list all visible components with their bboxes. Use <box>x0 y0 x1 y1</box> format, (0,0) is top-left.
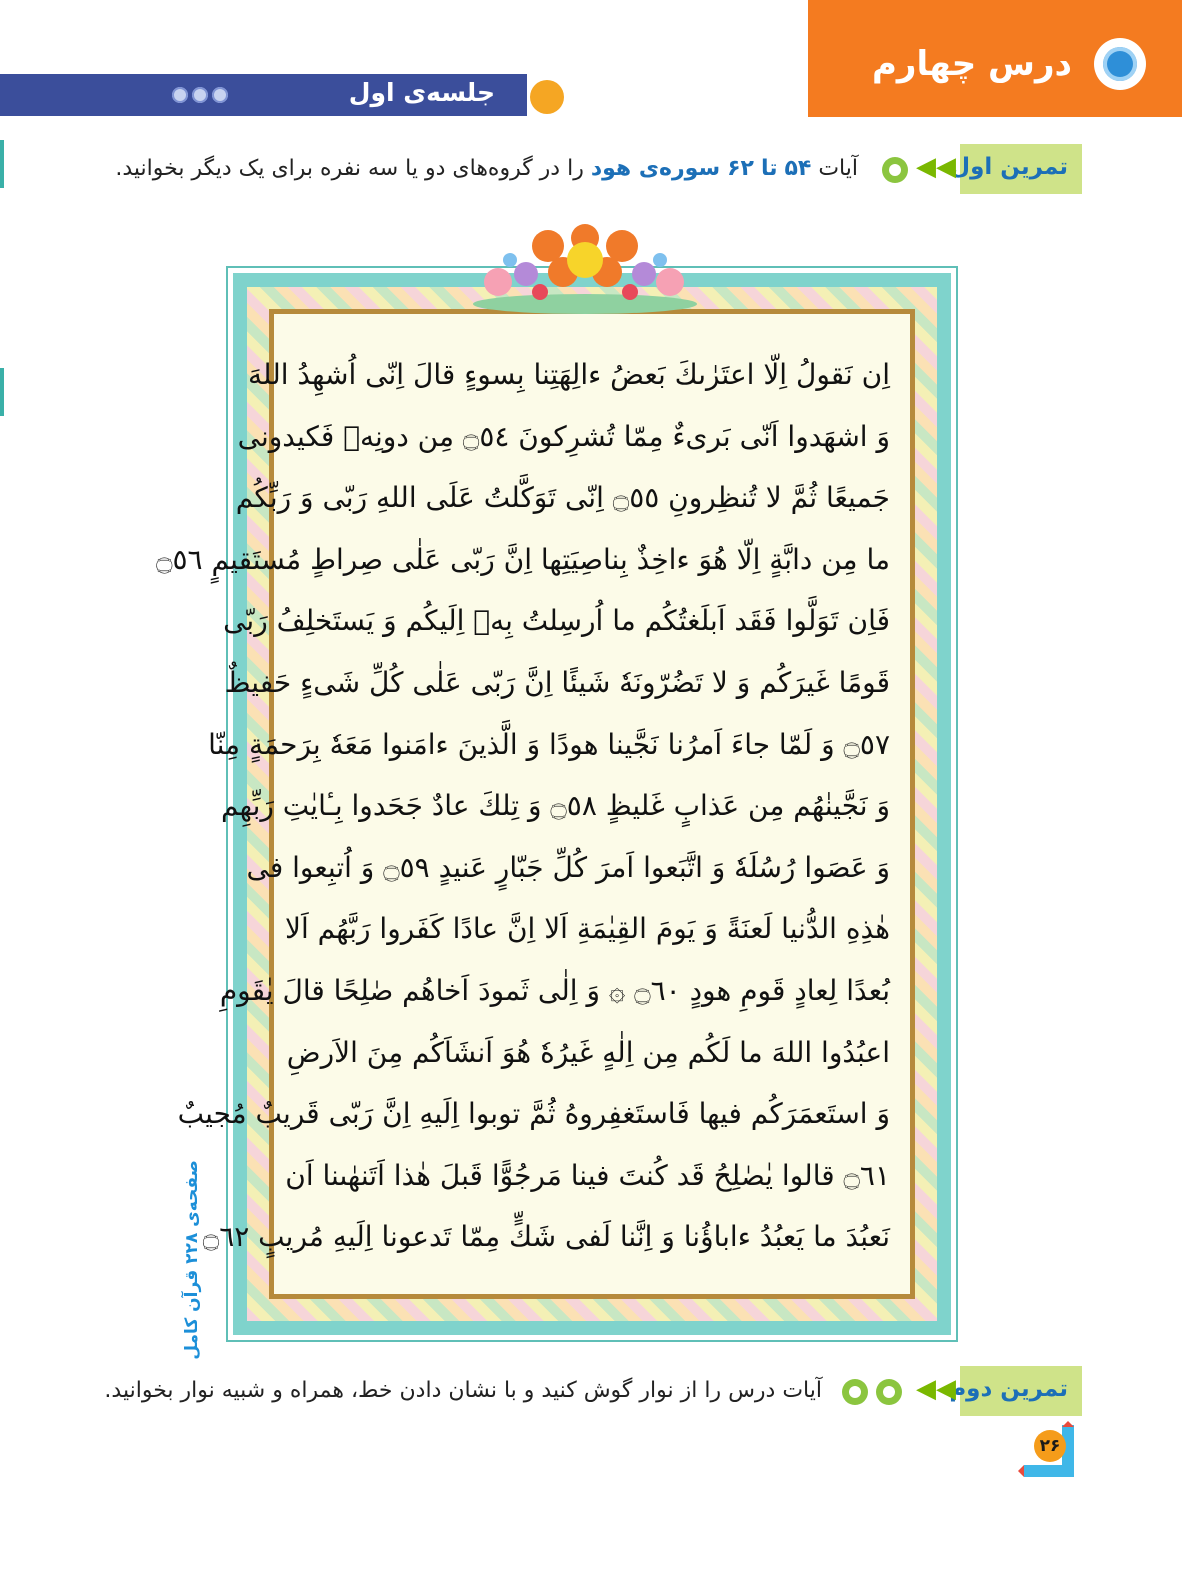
side-page-reference <box>178 1160 212 1360</box>
exercise2-tab <box>949 1366 1082 1416</box>
double-arrow-icon: ◀◀ <box>916 1374 956 1404</box>
quran-line: بُعدًا لِعادٍ قَومِ هودٍ ۝٦٠ ۞ وَ اِلٰى ثَمودَ اَخاهُم صٰلِحًا قالَ يٰقَومِ <box>219 973 890 1007</box>
dot-icon <box>192 87 208 103</box>
green-dot-icon <box>882 157 908 183</box>
ex1-word-ta: تا <box>760 156 778 181</box>
lesson-badge-icon <box>1094 38 1146 90</box>
side-page-reference-text: صفحه‌ی ۲۲۸ قرآن کامل <box>182 1160 202 1360</box>
quran-line: فَاِن تَوَلَّوا فَقَد اَبلَغتُكُم ما اُرسِلتُ بِهٖ اِلَيكُم وَ يَستَخلِفُ رَبّى <box>223 604 890 638</box>
session-bar <box>0 74 527 116</box>
double-arrow-icon: ◀◀ <box>916 152 956 182</box>
margin-tick <box>0 368 4 416</box>
ex1-word: آیات <box>818 156 858 181</box>
quran-line: وَ عَصَوا رُسُلَهٗ وَ اتَّبَعوا اَمرَ كُلِّ جَبّارٍ عَنيدٍ ۝٥٩ وَ اُتبِعوا فى <box>246 850 890 884</box>
orange-circle-icon <box>530 80 564 114</box>
quran-line: وَ نَجَّينٰهُم مِن عَذابٍ غَليظٍ ۝٥٨ وَ تِلكَ عادٌ جَحَدوا بِـٔايٰتِ رَبِّهِم <box>221 789 890 823</box>
ex1-rest: را در گروه‌های دو یا سه نفره برای یک دیگر بخوانید. <box>115 156 584 181</box>
quran-line: ما مِن دابَّةٍ اِلّا هُوَ ءاخِذٌ بِناصِيَتِها اِنَّ رَبّى عَلٰى صِراطٍ مُستَقيمٍ ۝٥٦ <box>156 542 890 576</box>
quran-line: قَومًا غَيرَكُم وَ لا تَضُرّونَهٗ شَيئًا اِنَّ رَبّى عَلٰى كُلِّ شَىءٍ حَفيظٌ <box>224 665 890 699</box>
exercise1-label: تمرین اول <box>950 154 1068 180</box>
exercise1-instruction <box>115 156 858 181</box>
quran-line: وَ استَعمَرَكُم فيها فَاستَغفِروهُ ثُمَّ توبوا اِلَيهِ اِنَّ رَبّى قَريبٌ مُجيبٌ <box>177 1097 890 1131</box>
flower-ornament-icon <box>470 212 700 312</box>
quran-line: نَعبُدَ ما يَعبُدُ ءاباؤُنا وَ اِنَّنا لَفى شَكٍّ مِمّا تَدعونا اِلَيهِ مُريبٍ ۝٦٢ <box>202 1220 890 1254</box>
ex1-surah: سوره‌ی هود <box>590 156 721 181</box>
page-number: ۲۶ <box>1034 1430 1066 1462</box>
exercise2-instruction: آیات درس را از نوار گوش کنید و با نشان دادن خط، همراه و شبیه نوار بخوانید. <box>104 1378 822 1403</box>
dot-icon <box>172 87 188 103</box>
margin-tick <box>0 140 4 188</box>
quran-line: اعبُدُوا اللهَ ما لَكُم مِن اِلٰهٍ غَيرُهٗ هُوَ اَنشَاَكُم مِنَ الاَرضِ <box>286 1035 890 1069</box>
green-dot-icon <box>842 1379 868 1405</box>
exercise1-tab <box>950 144 1082 194</box>
green-dot-icon <box>876 1379 902 1405</box>
page-number-badge <box>1018 1421 1080 1481</box>
dot-icon <box>212 87 228 103</box>
lesson-title: درس چهارم <box>872 44 1072 84</box>
ex1-number-end: ۶۲ <box>727 156 754 181</box>
session-title: جلسه‌ی اول <box>348 78 495 107</box>
quran-line: هٰذِهِ الدُّنيا لَعنَةً وَ يَومَ القِيٰمَةِ اَلا اِنَّ عادًا كَفَروا رَبَّهُم اَلا <box>285 912 890 946</box>
lesson-header <box>808 0 1182 117</box>
quran-line: جَميعًا ثُمَّ لا تُنظِرونِ ۝٥٥ اِنّى تَوَكَّلتُ عَلَى اللهِ رَبّى وَ رَبِّكُم <box>235 481 890 515</box>
quran-line: اِن نَقولُ اِلّا اعتَرٰىكَ بَعضُ ءالِهَتِنا بِسوءٍ قالَ اِنّى اُشهِدُ اللهَ <box>247 358 890 391</box>
ex1-number-start: ۵۴ <box>784 156 812 181</box>
quran-line: وَ اشهَدوا اَنّى بَرىءٌ مِمّا تُشرِكونَ ۝٥٤ مِن دونِهٖ فَكيدونى <box>237 419 890 453</box>
quran-line: ۝٥٧ وَ لَمّا جاءَ اَمرُنا نَجَّينا هودًا وَ الَّذينَ ءامَنوا مَعَهٗ بِرَحمَةٍ مِنّا <box>208 727 890 761</box>
session-dots <box>172 87 228 103</box>
quran-line: ۝٦١ قالوا يٰصٰلِحُ قَد كُنتَ فينا مَرجُوًّا قَبلَ هٰذا اَتَنهٰىنا اَن <box>285 1158 890 1192</box>
exercise2-label: تمرین دوم <box>949 1376 1068 1402</box>
